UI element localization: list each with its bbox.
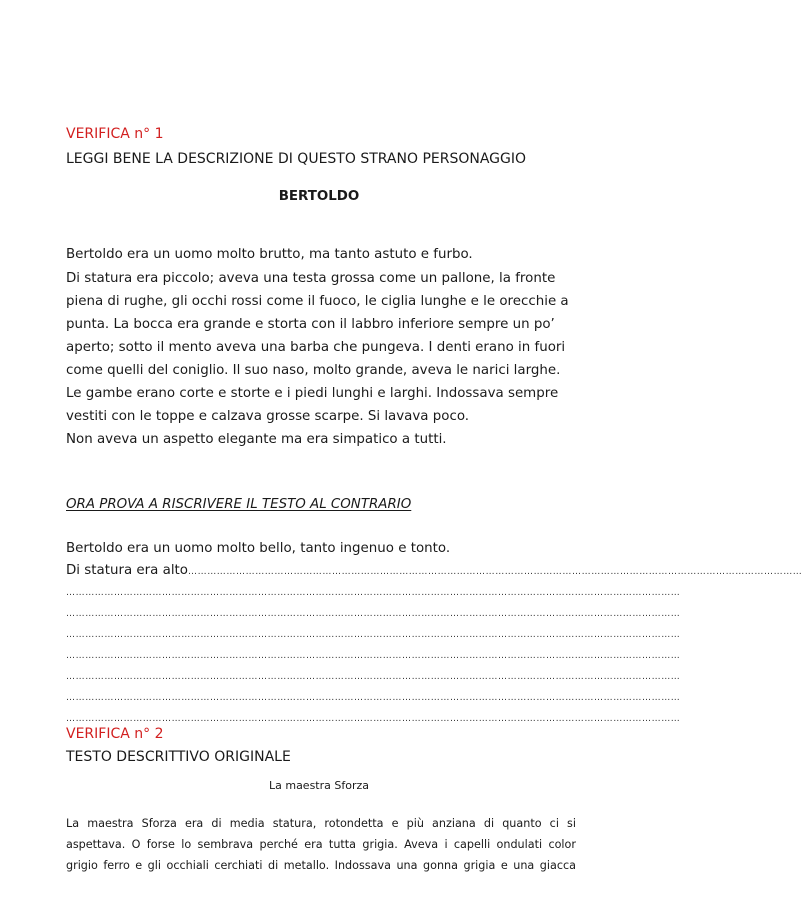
bertoldo-title: BERTOLDO [278,189,360,204]
verifica-2-subheading: TESTO DESCRITTIVO ORIGINALE [66,749,291,765]
bertoldo-line: piena di rughe, gli occhi rossi come il fuoco, le ciglia lunghe e le orecchie a [66,294,569,309]
bertoldo-line: Di statura era piccolo; aveva una testa grossa come un pallone, la fronte [66,271,556,286]
bertoldo-line: aperto; sotto il mento aveva una barba che pungeva. I denti erano in fuori [66,340,566,355]
bertoldo-line: come quelli del coniglio. Il suo naso, molto grande, aveva le narici larghe. [66,363,561,378]
bertoldo-line: Non aveva un aspetto elegante ma era simpatico a tutti. [66,432,447,447]
bertoldo-line: Le gambe erano corte e storte e i piedi lunghi e larghi. Indossava sempre [66,386,559,401]
bertoldo-line: Bertoldo era un uomo molto brutto, ma tanto astuto e furbo. [66,247,473,262]
rewrite-line-2 [66,563,802,578]
rewrite-line-2-text: Di statura era alto [66,563,188,578]
answer-line[interactable]: ………………………………………………………………………………………………………………………………………………………………………… [66,714,681,724]
maestra-line: grigio ferro e gli occhiali cerchiati di metallo. Indossava una gonna grigia e una giacca [66,859,576,872]
verifica-1-instruction: LEGGI BENE LA DESCRIZIONE DI QUESTO STRANO PERSONAGGIO [66,151,527,167]
bertoldo-line: vestiti con le toppe e calzava grosse scarpe. Si lavava poco. [66,409,470,424]
maestra-line: La maestra Sforza era di media statura, rotondetta e più anziana di quanto ci si [66,817,576,830]
answer-line[interactable]: ………………………………………………………………………………………………………………………………………………………………………… [66,609,681,619]
bertoldo-line: punta. La bocca era grande e storta con il labbro inferiore sempre un po’ [66,317,555,332]
verifica-2-heading: VERIFICA n° 2 [66,726,164,742]
verifica-1-heading: VERIFICA n° 1 [66,126,164,142]
answer-line[interactable]: ………………………………………………………………………………………………………………………………………………………………………… [66,588,681,598]
maestra-title: La maestra Sforza [268,779,369,792]
answer-line[interactable]: ………………………………………………………………………………………………………………………………………………………………………… [66,672,681,682]
rewrite-task: ORA PROVA A RISCRIVERE IL TESTO AL CONTRARIO [66,497,412,512]
rewrite-line-1: Bertoldo era un uomo molto bello, tanto ingenuo e tonto. [66,541,451,556]
answer-line[interactable]: ………………………………………………………………………………………………………………………………………………………………………… [66,651,681,661]
answer-line[interactable]: ………………………………………………………………………………………………………………………………………………………………………… [66,693,681,703]
answer-dots[interactable]: ………………………………………………………………………………………………………………………………………………………………………… [188,567,802,577]
answer-line[interactable]: ………………………………………………………………………………………………………………………………………………………………………… [66,630,681,640]
maestra-line: aspettava. O forse lo sembrava perché era tutta grigia. Aveva i capelli ondulati color [66,838,576,851]
